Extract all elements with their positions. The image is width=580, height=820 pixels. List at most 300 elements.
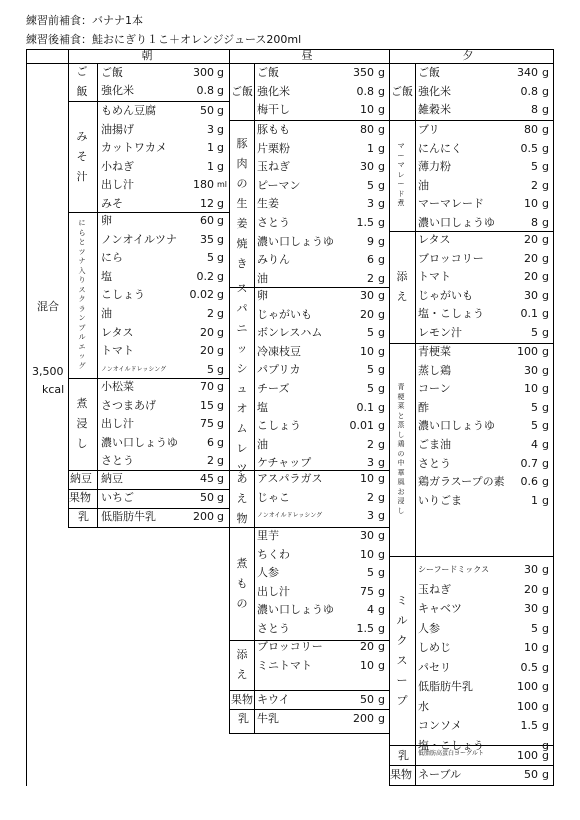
yuu-milksoup-row-amount: 100 xyxy=(517,699,538,713)
asa-misoshiru-row-name: 出し汁 xyxy=(101,178,134,192)
hiru-nimono-row-unit: g xyxy=(378,529,385,542)
yuu-chuka-row-unit: g xyxy=(542,438,549,451)
yuu-gohan-row-unit: g xyxy=(542,84,549,98)
hiru-omelet-row-name: じゃがいも xyxy=(257,307,312,321)
yuu-gohan-row-name: 雑穀米 xyxy=(418,103,451,117)
asa-nibitashi-row-name: 出し汁 xyxy=(101,417,134,431)
hiru-omelet-label: スパニッシュオムレツ xyxy=(236,281,248,475)
yuu-milksoup-row-unit: g xyxy=(542,621,549,635)
asa-nibitashi-row-amount: 6 xyxy=(207,435,214,449)
yuu-chuka-row-amount: 5 xyxy=(531,419,538,433)
yuu-soe-row-amount: 20 xyxy=(524,251,538,265)
hiru-shogayaki-row-name: 片栗粉 xyxy=(257,141,290,155)
asa-nibitashi-row-unit: g xyxy=(217,454,224,468)
yuu-marmalade-row-amount: 2 xyxy=(531,178,538,192)
asa-natto-amount: 45 xyxy=(200,472,214,485)
hiru-shogayaki-row-name: 油 xyxy=(257,271,268,285)
asa-gohan-row-name: ご飯 xyxy=(101,66,123,79)
hiru-sep-omelet xyxy=(229,470,390,471)
yuu-milksoup-row-amount: 5 xyxy=(531,621,538,635)
yuu-marmalade-row-amount: 0.5 xyxy=(520,141,538,155)
yuu-soe-row-amount: 20 xyxy=(524,233,538,246)
hiru-milk-name: 牛乳 xyxy=(257,712,279,725)
asa-scramble-row-unit: g xyxy=(217,288,224,302)
yuu-soe-row-amount: 5 xyxy=(531,326,538,339)
asa-milk-amount: 200 xyxy=(193,510,214,523)
hiru-omelet-row-amount: 3 xyxy=(367,456,374,470)
hiru-omelet-row-amount: 2 xyxy=(367,437,374,451)
yuu-milk-unit: g xyxy=(542,749,549,762)
asa-misoshiru-row-amount: 3 xyxy=(207,122,214,136)
hiru-shogayaki-row-unit: g xyxy=(378,197,385,211)
asa-misoshiru-row-amount: 50 xyxy=(200,104,214,117)
header-hiru: 昼 xyxy=(301,49,313,62)
asa-misoshiru-row-amount: 1 xyxy=(207,141,214,155)
yuu-soe-row-amount: 20 xyxy=(524,270,538,284)
yuu-soe-row-unit: g xyxy=(542,326,549,339)
asa-sep-nibitashi xyxy=(68,470,230,471)
header-divider xyxy=(26,63,554,64)
yuu-sep-marmalade xyxy=(389,231,554,232)
asa-scramble-row-amount: 2 xyxy=(207,307,214,320)
yuu-gohan-row-name: ご飯 xyxy=(418,66,440,79)
hiru-aemono-row-unit: g xyxy=(378,490,385,504)
asa-misoshiru-row-name: 油揚げ xyxy=(101,122,134,136)
asa-scramble-row-name: 卵 xyxy=(101,214,112,227)
yuu-soe-row-name: トマト xyxy=(418,270,451,284)
yuu-soe-row-name: レモン汁 xyxy=(418,326,462,339)
yuu-milksoup-row-unit: g xyxy=(542,641,549,654)
yuu-marmalade-row-amount: 5 xyxy=(531,160,538,174)
hiru-sep-aemono xyxy=(229,527,390,528)
asa-gohan-row-unit: g xyxy=(217,84,224,97)
asa-nibitashi-row-amount: 2 xyxy=(207,454,214,468)
yuu-chuka-row-name: コーン xyxy=(418,382,451,396)
yuu-chuka-label: 青梗菜と蒸し鶏の中華風お浸し xyxy=(397,383,405,515)
asa-misoshiru-row-name: 小ねぎ xyxy=(101,159,134,173)
hiru-shogayaki-row-unit: g xyxy=(378,234,385,248)
yuu-label-col xyxy=(415,63,416,786)
hiru-gohan-row-unit: g xyxy=(378,103,385,117)
asa-scramble-row-amount: 5 xyxy=(207,251,214,265)
hiru-omelet-row-amount: 5 xyxy=(367,363,374,377)
hiru-omelet-row-unit: g xyxy=(378,382,385,395)
yuu-chuka-row-amount: 0.7 xyxy=(520,456,538,470)
asa-scramble-row-amount: 5 xyxy=(207,362,214,376)
hiru-shogayaki-row-name: さとう xyxy=(257,216,290,229)
hiru-sep-soe xyxy=(229,690,390,691)
hiru-shogayaki-label: 豚肉の生姜焼き xyxy=(236,136,248,270)
yuu-milksoup-row-name: シーフードミックス xyxy=(418,565,490,574)
yuu-marmalade-row-name: マーマレード xyxy=(418,197,484,211)
asa-sep-milk xyxy=(68,527,230,528)
hiru-omelet-row-amount: 20 xyxy=(360,307,374,321)
asa-misoshiru-row-unit: g xyxy=(217,141,224,155)
hiru-gohan-row-amount: 10 xyxy=(360,103,374,117)
asa-misoshiru-row-unit: g xyxy=(217,159,224,173)
hiru-aemono-row-name: ノンオイルドレッシング xyxy=(257,512,323,520)
asa-milk-label: 乳 xyxy=(78,510,89,523)
yuu-milksoup-row-unit: g xyxy=(542,738,549,752)
asa-scramble-row-amount: 0.02 xyxy=(189,288,214,302)
yuu-marmalade-row-unit: g xyxy=(542,141,549,155)
hiru-omelet-row-name: 冷凍枝豆 xyxy=(257,344,301,358)
asa-fruit-name: いちご xyxy=(101,491,134,504)
yuu-milksoup-row-unit: g xyxy=(542,699,549,713)
hiru-nimono-label: 煮もの xyxy=(236,556,248,610)
yuu-sep-soe xyxy=(389,343,554,344)
hiru-omelet-row-name: 塩 xyxy=(257,400,268,414)
hiru-omelet-row-amount: 0.1 xyxy=(356,400,374,414)
hiru-milk-unit: g xyxy=(378,712,385,725)
asa-gohan-row-name: 強化米 xyxy=(101,84,134,97)
yuu-milksoup-row-unit: g xyxy=(542,660,549,674)
yuu-milksoup-row-name: パセリ xyxy=(418,660,451,674)
asa-scramble-row-amount: 20 xyxy=(200,344,214,358)
asa-sep-fruit xyxy=(68,508,230,509)
hiru-shogayaki-row-unit: g xyxy=(378,216,385,229)
yuu-soe-row-unit: g xyxy=(542,270,549,284)
yuu-milksoup-row-name: しめじ xyxy=(418,641,451,654)
asa-scramble-row-name: トマト xyxy=(101,344,134,358)
asa-hiru-divider xyxy=(229,49,230,734)
asa-gohan-row-amount: 300 xyxy=(193,66,214,79)
hiru-omelet-row-unit: g xyxy=(378,326,385,340)
yuu-soe-row-name: 塩・こしょう xyxy=(418,307,484,321)
hiru-omelet-row-unit: g xyxy=(378,400,385,414)
hiru-shogayaki-row-unit: g xyxy=(378,253,385,267)
hiru-milk-label: 乳 xyxy=(238,712,249,725)
yuu-milksoup-row-amount: 0.5 xyxy=(520,660,538,674)
yuu-marmalade-row-name: 薄力粉 xyxy=(418,160,451,174)
asa-sep-gohan xyxy=(68,101,230,102)
asa-fruit-amount: 50 xyxy=(200,491,214,504)
asa-nibitashi-row-name: 小松菜 xyxy=(101,380,134,393)
yuu-marmalade-row-name: にんにく xyxy=(418,141,462,155)
hiru-soe-row-unit: g xyxy=(378,658,385,672)
hiru-nimono-row-unit: g xyxy=(378,622,385,635)
hiru-shogayaki-row-amount: 6 xyxy=(367,253,374,267)
asa-scramble-row-amount: 60 xyxy=(200,214,214,227)
asa-nibitashi-row-amount: 15 xyxy=(200,398,214,412)
yuu-fruit-label: 果物 xyxy=(390,768,412,781)
hiru-aemono-row-unit: g xyxy=(378,509,385,523)
yuu-chuka-row-unit: g xyxy=(542,456,549,470)
kcal-unit: kcal xyxy=(42,383,65,396)
yuu-soe-row-amount: 0.1 xyxy=(520,307,538,321)
left-col-border xyxy=(68,49,69,528)
hiru-nimono-row-name: 濃い口しょうゆ xyxy=(257,603,334,617)
hiru-omelet-row-unit: g xyxy=(378,344,385,358)
hiru-nimono-row-name: 人参 xyxy=(257,566,279,580)
hiru-aemono-row-amount: 2 xyxy=(367,490,374,504)
hiru-label-col xyxy=(254,63,255,734)
asa-misoshiru-row-name: もめん豆腐 xyxy=(101,104,156,117)
yuu-chuka-row-name: 鶏ガラスープの素 xyxy=(418,475,505,489)
yuu-chuka-row-name: 濃い口しょうゆ xyxy=(418,419,495,433)
asa-scramble-row-name: ノンオイルツナ xyxy=(101,232,178,246)
yuu-sep-milk xyxy=(389,765,554,766)
yuu-chuka-row-amount: 1 xyxy=(531,493,538,507)
yuu-chuka-row-unit: g xyxy=(542,345,549,358)
asa-scramble-row-unit: g xyxy=(217,362,224,376)
yuu-gohan-row-amount: 8 xyxy=(531,103,538,117)
yuu-milk-name: 低脂肪高蛋白ヨーグルト xyxy=(418,750,484,757)
yuu-milksoup-row-amount: 30 xyxy=(524,563,538,576)
yuu-soe-row-name: レタス xyxy=(418,233,451,246)
yuu-chuka-row-amount: 5 xyxy=(531,400,538,414)
header-asa: 朝 xyxy=(141,49,153,62)
yuu-chuka-row-amount: 100 xyxy=(517,345,538,358)
hiru-nimono-row-name: 里芋 xyxy=(257,529,279,542)
yuu-soe-row-unit: g xyxy=(542,251,549,265)
yuu-milksoup-row-unit: g xyxy=(542,582,549,596)
hiru-omelet-row-unit: g xyxy=(378,437,385,451)
yuu-gohan-row-amount: 0.8 xyxy=(520,84,538,98)
asa-misoshiru-row-amount: 180 xyxy=(193,178,214,192)
hiru-sep-shogayaki xyxy=(229,287,390,288)
asa-misoshiru-row-amount: 12 xyxy=(200,197,214,210)
asa-nibitashi-row-name: さつまあげ xyxy=(101,398,156,412)
hiru-sep-gohan xyxy=(229,120,390,121)
hiru-omelet-row-name: チーズ xyxy=(257,382,290,395)
asa-nibitashi-row-name: 濃い口しょうゆ xyxy=(101,435,178,449)
asa-misoshiru-row-unit: g xyxy=(217,197,224,210)
asa-fruit-unit: g xyxy=(217,491,224,504)
hiru-aemono-row-name: じゃこ xyxy=(257,490,290,504)
asa-label-col xyxy=(97,63,98,528)
hiru-nimono-row-amount: 75 xyxy=(360,584,374,598)
asa-scramble-row-name: 塩 xyxy=(101,269,112,283)
asa-misoshiru-row-name: みそ xyxy=(101,197,123,210)
hiru-nimono-row-amount: 1.5 xyxy=(356,622,374,635)
hiru-gohan-row-unit: g xyxy=(378,66,385,79)
yuu-milksoup-row-name: 塩・こしょう xyxy=(418,738,484,752)
yuu-milk-amount: 100 xyxy=(517,749,538,762)
yuu-marmalade-label: マーマレード煮 xyxy=(397,142,405,208)
pre-practice-note: 練習前補食：バナナ1本 xyxy=(26,14,143,27)
yuu-marmalade-row-name: 油 xyxy=(418,178,429,192)
hiru-shogayaki-row-unit: g xyxy=(378,160,385,174)
yuu-soe-row-unit: g xyxy=(542,307,549,321)
asa-scramble-row-unit: g xyxy=(217,214,224,227)
asa-scramble-row-amount: 20 xyxy=(200,325,214,339)
asa-scramble-row-unit: g xyxy=(217,232,224,246)
asa-scramble-row-amount: 35 xyxy=(200,232,214,246)
yuu-chuka-row-unit: g xyxy=(542,382,549,396)
asa-scramble-row-unit: g xyxy=(217,307,224,320)
table-left-border xyxy=(26,49,27,786)
yuu-chuka-row-unit: g xyxy=(542,363,549,377)
hiru-shogayaki-row-unit: g xyxy=(378,141,385,155)
yuu-soe-row-name: ブロッコリー xyxy=(418,251,484,265)
hiru-shogayaki-row-amount: 30 xyxy=(360,160,374,174)
asa-natto-label: 納豆 xyxy=(70,472,92,485)
yuu-fruit-unit: g xyxy=(542,768,549,781)
yuu-chuka-row-unit: g xyxy=(542,400,549,414)
hiru-aemono-row-amount: 10 xyxy=(360,472,374,485)
hiru-shogayaki-row-unit: g xyxy=(378,123,385,136)
yuu-chuka-row-unit: g xyxy=(542,493,549,507)
hiru-shogayaki-row-name: 濃い口しょうゆ xyxy=(257,234,334,248)
yuu-milk-label: 乳 xyxy=(398,749,409,762)
yuu-chuka-row-amount: 4 xyxy=(531,438,538,451)
asa-nibitashi-label: 煮浸し xyxy=(76,397,88,450)
hiru-omelet-row-name: ケチャップ xyxy=(257,456,312,470)
yuu-milksoup-row-amount: 20 xyxy=(524,582,538,596)
hiru-aemono-row-unit: g xyxy=(378,472,385,485)
hiru-fruit-amount: 50 xyxy=(360,693,374,706)
asa-misoshiru-row-unit: g xyxy=(217,104,224,117)
yuu-milksoup-row-name: キャベツ xyxy=(418,602,462,615)
yuu-chuka-row-unit: g xyxy=(542,419,549,433)
yuu-marmalade-row-unit: g xyxy=(542,178,549,192)
yuu-soe-row-amount: 30 xyxy=(524,288,538,302)
hiru-fruit-unit: g xyxy=(378,693,385,706)
hiru-shogayaki-row-amount: 80 xyxy=(360,123,374,136)
hiru-omelet-row-name: ボンレスハム xyxy=(257,326,323,340)
asa-nibitashi-row-amount: 70 xyxy=(200,380,214,393)
yuu-marmalade-row-amount: 10 xyxy=(524,197,538,211)
yuu-milksoup-row-unit: g xyxy=(542,602,549,615)
yuu-soe-label: 添え xyxy=(396,270,408,303)
hiru-gohan-row-name: 梅干し xyxy=(257,103,290,117)
hiru-shogayaki-row-amount: 3 xyxy=(367,197,374,211)
yuu-marmalade-row-amount: 80 xyxy=(524,123,538,136)
hiru-fruit-name: キウイ xyxy=(257,693,290,706)
yuu-gohan-row-name: 強化米 xyxy=(418,84,451,98)
hiru-omelet-row-name: こしょう xyxy=(257,419,301,433)
hiru-shogayaki-row-name: ピーマン xyxy=(257,178,301,192)
yuu-milksoup-row-amount: 100 xyxy=(517,680,538,693)
asa-scramble-row-name: ノンオイルドレッシング xyxy=(101,365,167,373)
hiru-omelet-row-name: 卵 xyxy=(257,289,268,302)
hiru-nimono-row-unit: g xyxy=(378,584,385,598)
asa-sep-natto xyxy=(68,489,230,490)
yuu-marmalade-row-name: 濃い口しょうゆ xyxy=(418,216,495,229)
asa-scramble-row-amount: 0.2 xyxy=(196,269,214,283)
asa-scramble-row-unit: g xyxy=(217,251,224,265)
hiru-omelet-row-unit: g xyxy=(378,363,385,377)
hiru-omelet-row-unit: g xyxy=(378,307,385,321)
hiru-omelet-row-name: パプリカ xyxy=(257,363,301,377)
yuu-marmalade-row-unit: g xyxy=(542,197,549,211)
asa-scramble-label: にらとツナ入りスクランブルエッグ xyxy=(78,219,86,370)
asa-misoshiru-row-unit: ml xyxy=(217,180,228,190)
asa-natto-name: 納豆 xyxy=(101,472,123,485)
yuu-gohan-row-amount: 340 xyxy=(517,66,538,79)
asa-scramble-row-name: 油 xyxy=(101,307,112,320)
hiru-omelet-row-amount: 5 xyxy=(367,326,374,340)
asa-nibitashi-row-unit: g xyxy=(217,435,224,449)
hiru-shogayaki-row-unit: g xyxy=(378,178,385,192)
asa-sep-scramble xyxy=(68,378,230,379)
hiru-yuu-divider xyxy=(389,49,390,786)
asa-nibitashi-row-name: さとう xyxy=(101,454,134,468)
asa-nibitashi-row-unit: g xyxy=(217,417,224,431)
yuu-marmalade-row-unit: g xyxy=(542,123,549,136)
asa-milk-name: 低脂肪牛乳 xyxy=(101,510,156,523)
hiru-aemono-row-name: アスパラガス xyxy=(257,472,323,485)
yuu-fruit-name: ネーブル xyxy=(418,768,462,781)
hiru-omelet-row-unit: g xyxy=(378,456,385,470)
hiru-nimono-row-unit: g xyxy=(378,603,385,617)
hiru-nimono-row-unit: g xyxy=(378,566,385,580)
hiru-omelet-row-name: 油 xyxy=(257,437,268,451)
yuu-marmalade-row-unit: g xyxy=(542,216,549,229)
yuu-gohan-row-unit: g xyxy=(542,66,549,79)
hiru-soe-row-unit: g xyxy=(378,640,385,653)
asa-scramble-row-name: こしょう xyxy=(101,288,145,302)
hiru-soe-row-name: ブロッコリー xyxy=(257,640,323,653)
yuu-soe-row-name: じゃがいも xyxy=(418,288,473,302)
hiru-soe-row-amount: 20 xyxy=(360,640,374,653)
hiru-shogayaki-row-amount: 9 xyxy=(367,234,374,248)
yuu-chuka-row-name: ごま油 xyxy=(418,438,451,451)
energy-label: 混合 xyxy=(37,300,59,313)
hiru-omelet-row-amount: 30 xyxy=(360,289,374,302)
yuu-chuka-row-name: いりごま xyxy=(418,493,462,507)
yuu-milksoup-row-unit: g xyxy=(542,680,549,693)
hiru-soe-row-name: ミニトマト xyxy=(257,658,312,672)
asa-misoshiru-row-amount: 1 xyxy=(207,159,214,173)
yuu-sep-chuka xyxy=(389,556,554,557)
yuu-milksoup-label: ミルクスープ xyxy=(396,593,408,707)
hiru-nimono-row-amount: 10 xyxy=(360,547,374,561)
asa-misoshiru-row-name: カットワカメ xyxy=(101,141,167,155)
hiru-gohan-row-unit: g xyxy=(378,84,385,98)
asa-gohan-row-unit: g xyxy=(217,66,224,79)
hiru-nimono-row-amount: 30 xyxy=(360,529,374,542)
yuu-fruit-amount: 50 xyxy=(524,768,538,781)
yuu-soe-row-unit: g xyxy=(542,233,549,246)
hiru-gohan-row-amount: 350 xyxy=(353,66,374,79)
hiru-shogayaki-row-unit: g xyxy=(378,271,385,285)
yuu-milksoup-row-name: 水 xyxy=(418,699,429,713)
hiru-omelet-row-unit: g xyxy=(378,419,385,433)
hiru-gohan-row-name: ご飯 xyxy=(257,66,279,79)
asa-fruit-label: 果物 xyxy=(69,491,91,504)
yuu-milksoup-row-name: 人参 xyxy=(418,621,440,635)
yuu-sep-gohan xyxy=(389,120,554,121)
hiru-omelet-row-amount: 10 xyxy=(360,344,374,358)
post-practice-note: 練習後補食：鮭おにぎり１こ＋オレンジジュース200ml xyxy=(26,33,302,46)
hiru-aemono-label: あえ物 xyxy=(236,471,248,525)
yuu-chuka-row-unit: g xyxy=(542,475,549,489)
hiru-omelet-row-amount: 5 xyxy=(367,382,374,395)
table-bottom-border xyxy=(389,785,554,786)
yuu-gohan-label: ご飯 xyxy=(391,85,413,98)
hiru-shogayaki-row-name: みりん xyxy=(257,253,290,267)
yuu-marmalade-row-unit: g xyxy=(542,160,549,174)
asa-misoshiru-row-unit: g xyxy=(217,122,224,136)
hiru-soe-label: 添え xyxy=(236,648,248,681)
asa-nibitashi-row-unit: g xyxy=(217,398,224,412)
header-yuu: 夕 xyxy=(462,49,474,62)
hiru-nimono-row-amount: 5 xyxy=(367,566,374,580)
yuu-chuka-row-name: さとう xyxy=(418,456,451,470)
yuu-milksoup-row-name: 玉ねぎ xyxy=(418,582,451,596)
hiru-fruit-label: 果物 xyxy=(231,693,253,706)
hiru-milk-amount: 200 xyxy=(353,712,374,725)
yuu-chuka-row-amount: 10 xyxy=(524,382,538,396)
hiru-shogayaki-row-name: 玉ねぎ xyxy=(257,160,290,174)
hiru-shogayaki-row-amount: 1.5 xyxy=(356,216,374,229)
hiru-nimono-row-unit: g xyxy=(378,547,385,561)
hiru-aemono-row-amount: 3 xyxy=(367,509,374,523)
yuu-milksoup-row-name: コンソメ xyxy=(418,719,462,732)
asa-scramble-row-unit: g xyxy=(217,325,224,339)
